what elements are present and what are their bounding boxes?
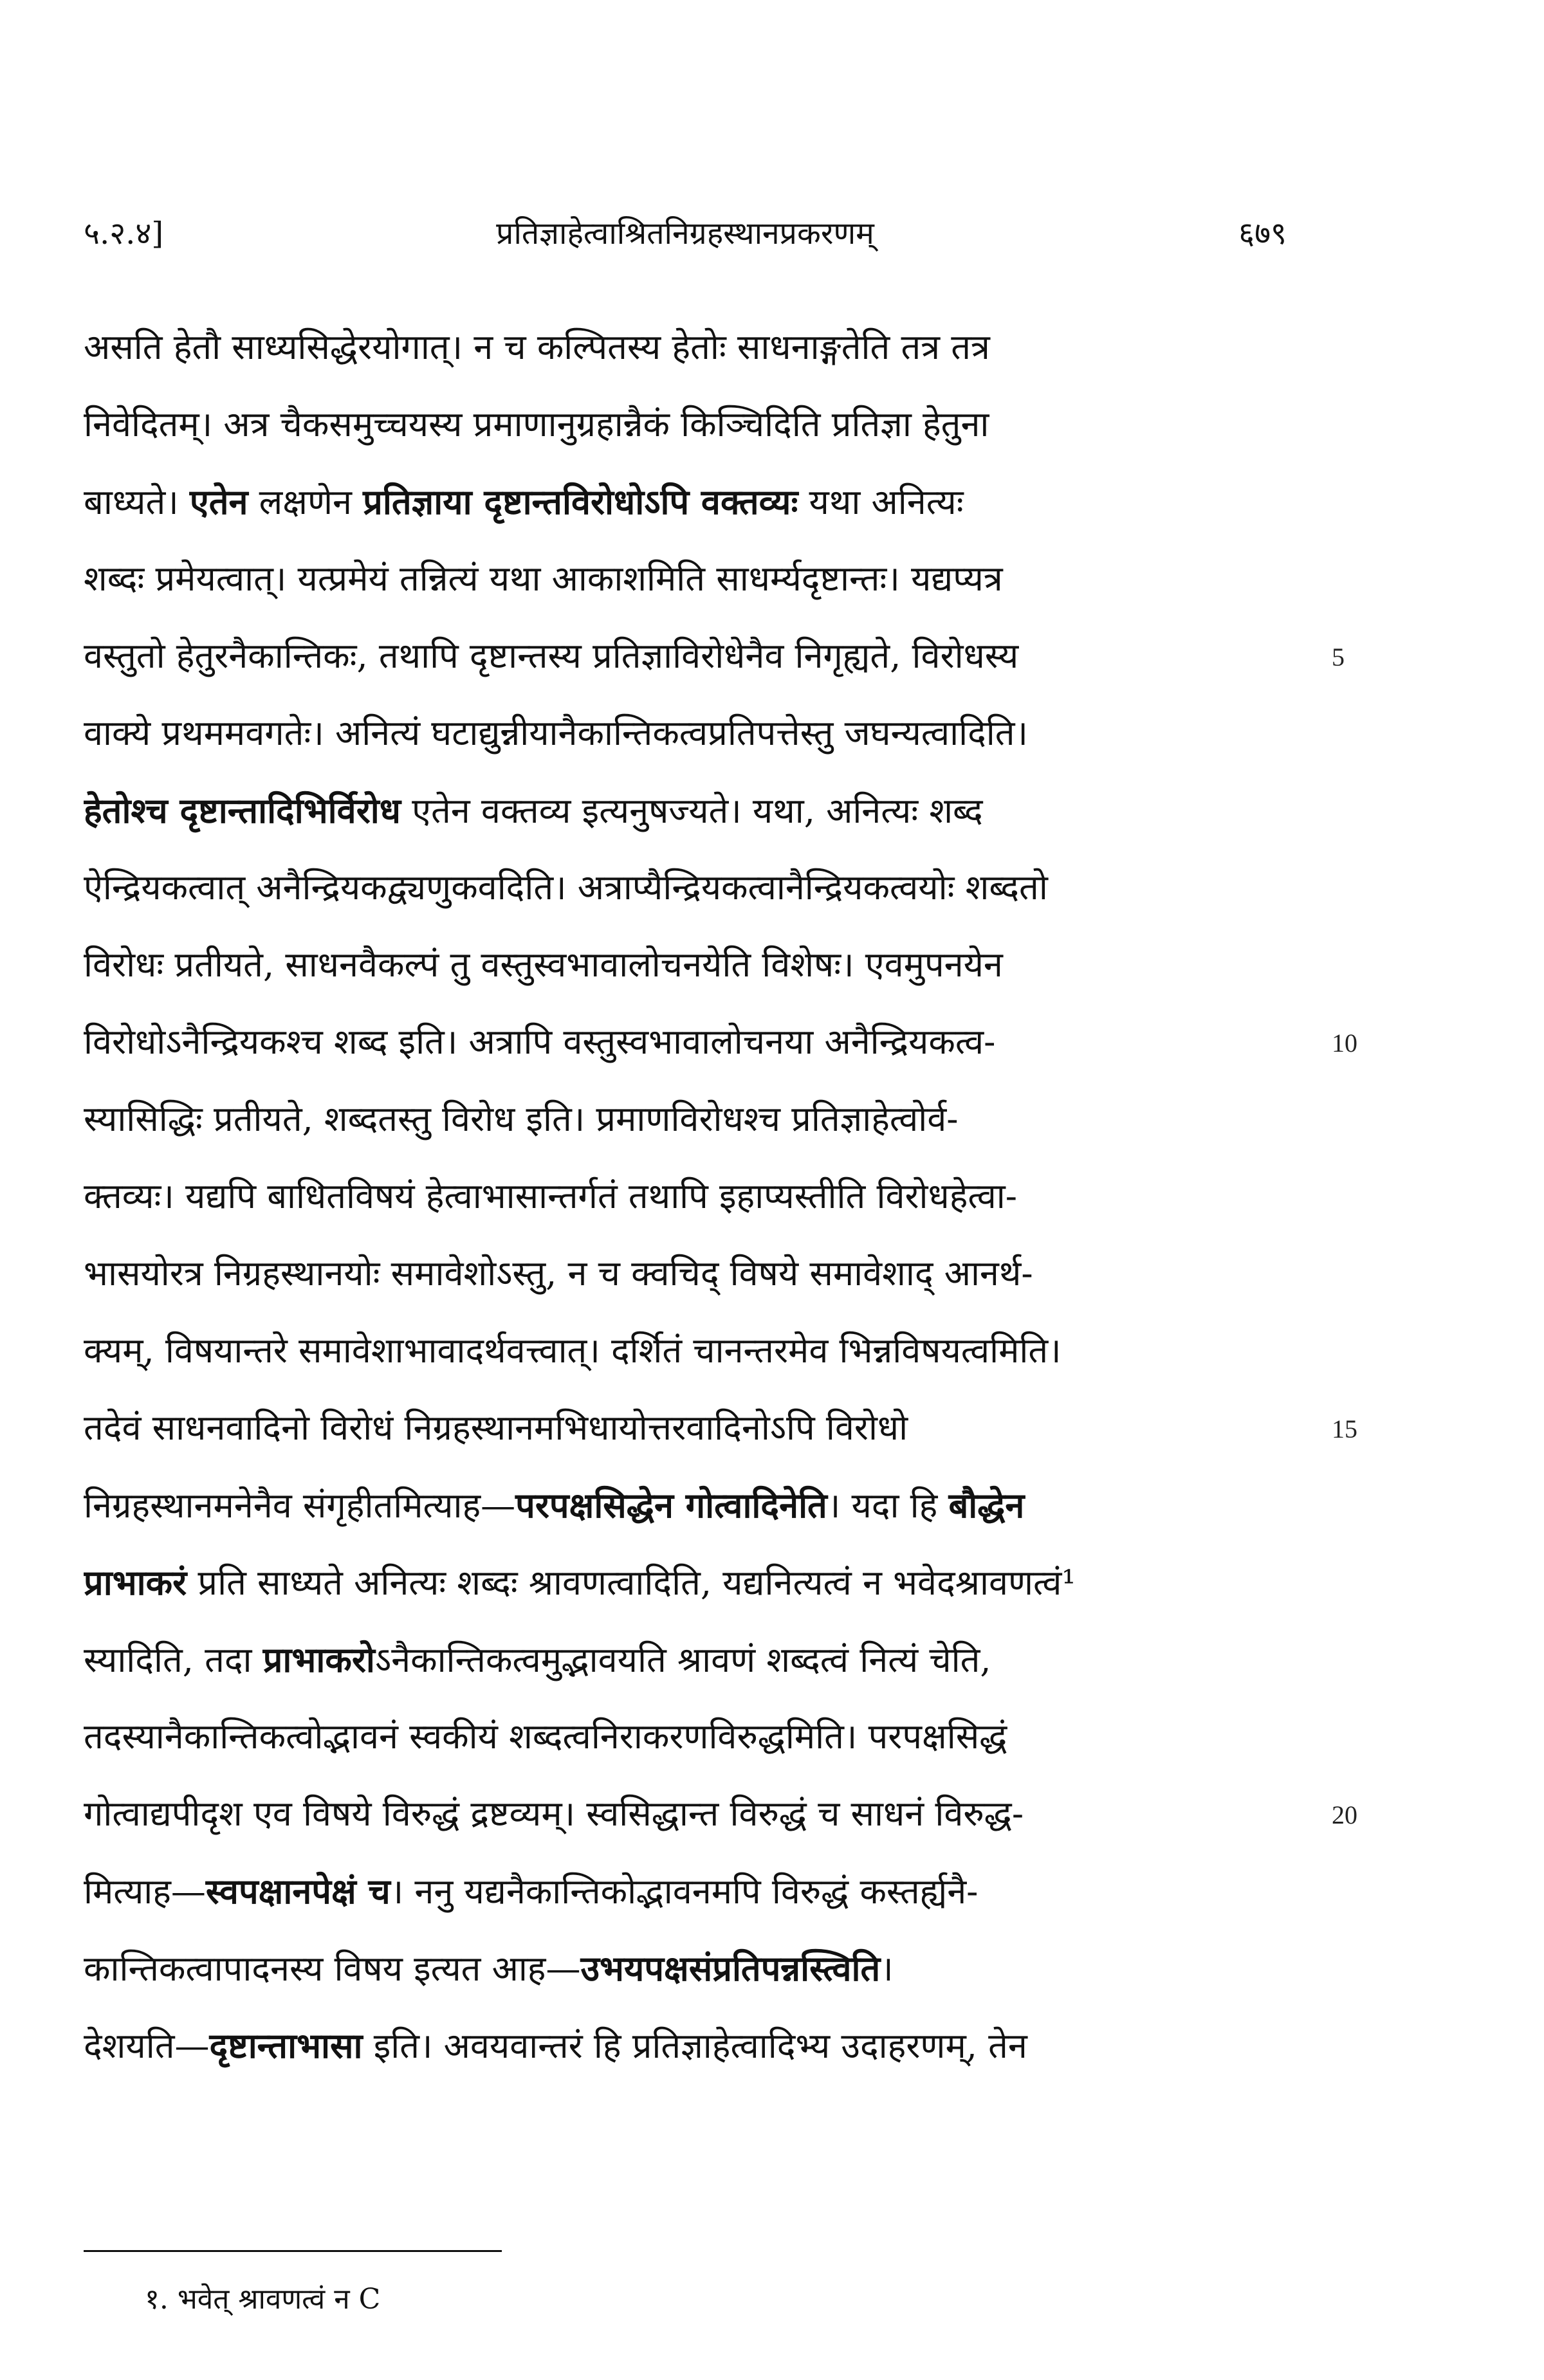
text-segment: देशयति— <box>84 2026 210 2066</box>
text-segment: इति। अवयवान्तरं हि प्रतिज्ञाहेत्वादिभ्य उदाहरणम्, तेन <box>362 2026 1027 2066</box>
text-segment: ऽनैकान्तिकत्वमुद्भावयति श्रावणं शब्दत्वं नित्यं चेति, <box>374 1640 991 1680</box>
text-segment: विरोधोऽनैन्द्रियकश्च शब्द इति। अत्रापि वस्तुस्वभावालोचनया अनैन्द्रियकत्व- <box>84 1021 996 1062</box>
text-segment: विरोधः प्रतीयते, साधनवैकल्पं तु वस्तुस्वभावालोचनयेति विशेषः। एवमुपनयेन <box>84 944 1003 985</box>
text-line <box>84 1158 1287 1235</box>
text-segment: स्यासिद्धिः प्रतीयते, शब्दतस्तु विरोध इति। प्रमाणविरोधश्च प्रतिज्ञाहेत्वोर्व- <box>84 1099 959 1139</box>
footnote: १. भवेत् श्रावणत्वं न C <box>145 2283 381 2316</box>
text-segment: यथा अनित्यः <box>798 482 964 522</box>
text-line <box>84 463 1287 540</box>
text-segment: निग्रहस्थानमनेनैव संगृहीतमित्याह— <box>84 1485 516 1526</box>
text-segment: शब्दः प्रमेयत्वात्। यत्प्रमेयं तन्नित्यं यथा आकाशमिति साधर्म्यदृष्टान्तः। यद्यप्यत्र <box>84 558 1003 599</box>
text-segment: प्रति साध्यते अनित्यः शब्दः श्रावणत्वादिति, यद्यनित्यत्वं न भवेदश्रावणत्वं¹ <box>187 1562 1076 1603</box>
text-segment: । ननु यद्यनैकान्तिकोद्भावनमपि विरुद्धं कस्तर्ह्यनै- <box>390 1871 979 1912</box>
text-segment: स्यादिति, तदा <box>84 1640 263 1680</box>
text-line <box>84 1235 1287 1312</box>
bold-term: प्रतिज्ञाया दृष्टान्तविरोधोऽपि वक्तव्यः <box>363 481 798 522</box>
text-segment: तदस्यानैकान्तिकत्वोद्भावनं स्वकीयं शब्दत्वनिराकरणविरुद्धमिति। परपक्षसिद्धं <box>84 1716 1007 1757</box>
margin-line-number: 20 <box>1332 1800 1357 1829</box>
margin-line-number: 15 <box>1332 1414 1357 1443</box>
text-segment: । यदा हि <box>827 1485 949 1526</box>
text-segment: कान्तिकत्वापादनस्य विषय इत्यत आह— <box>84 1948 581 1989</box>
bold-term: उभयपक्षसंप्रतिपन्नस्त्विति <box>580 1948 881 1989</box>
bold-term: प्राभाकरो <box>262 1639 375 1680</box>
text-segment: वस्तुतो हेतुरनैकान्तिकः, तथापि दृष्टान्तस्य प्रतिज्ञाविरोधेनैव निगृह्यते, विरोधस्य <box>84 636 1019 676</box>
bold-term: स्वपक्षानपेक्षं च <box>205 1871 391 1912</box>
bold-term: परपक्षसिद्धेन गोत्वादिनेति <box>515 1485 827 1526</box>
text-line <box>84 695 1287 772</box>
text-segment: लक्षणेन <box>248 482 363 522</box>
text-segment: क्यम्, विषयान्तरे समावेशाभावादर्थवत्त्वात्। दर्शितं चानन्तरमेव भिन्नविषयत्वमिति। <box>84 1330 1062 1371</box>
text-line <box>84 309 1287 386</box>
text-segment: भासयोरत्र निग्रहस्थानयोः समावेशोऽस्तु, न च क्वचिद् विषये समावेशाद् आनर्थ- <box>84 1253 1033 1294</box>
text-line <box>84 1081 1287 1158</box>
bold-term: बौद्धेन <box>948 1485 1025 1526</box>
running-header <box>84 205 1287 262</box>
text-segment: गोत्वाद्यपीदृश एव विषये विरुद्धं द्रष्टव्यम्। स्वसिद्धान्त विरुद्धं च साधनं विरुद्ध- <box>84 1793 1024 1834</box>
text-line <box>84 926 1287 1003</box>
text-segment: मित्याह— <box>84 1871 206 1912</box>
text-line <box>84 386 1287 463</box>
page-number: ६७९ <box>1238 215 1287 252</box>
text-line <box>84 1621 1287 1698</box>
text-line <box>84 540 1287 618</box>
text-segment: असति हेतौ साध्यसिद्धेरयोगात्। न च कल्पितस्य हेतोः साधनाङ्गतेति तत्र तत्र <box>84 327 990 367</box>
text-segment: ऐन्द्रियकत्वात् अनैन्द्रियकद्व्यणुकवदिति। अत्राप्यैन्द्रियकत्वानैन्द्रियकत्वयोः शब्दतो <box>84 867 1048 908</box>
text-segment: वाक्ये प्रथममवगतेः। अनित्यं घटाद्युन्नीयानैकान्तिकत्वप्रतिपत्तेस्तु जघन्यत्वादिति। <box>84 713 1029 753</box>
bold-term: हेतोश्च दृष्टान्तादिभिर्विरोध <box>84 790 401 831</box>
text-line <box>84 772 1287 849</box>
text-segment: । <box>880 1948 894 1989</box>
text-line <box>84 1698 1287 1775</box>
text-segment: एतेन वक्तव्य इत्यनुषज्यते। यथा, अनित्यः शब्द <box>400 791 983 831</box>
text-segment: तदेवं साधनवादिनो विरोधं निग्रहस्थानमभिधायोत्तरवादिनोऽपि विरोधो <box>84 1407 908 1448</box>
text-line <box>84 1544 1287 1621</box>
text-line <box>84 1930 1287 2007</box>
text-line <box>84 2007 1287 2084</box>
text-line <box>84 1467 1287 1544</box>
text-segment: निवेदितम्। अत्र चैकसमुच्चयस्य प्रमाणानुग्रहान्नैकं किञ्चिदिति प्रतिज्ञा हेतुना <box>84 404 989 444</box>
text-line <box>84 1389 1287 1467</box>
main-text <box>84 309 1287 2084</box>
bold-term: प्राभाकरं <box>84 1562 187 1603</box>
text-segment: बाध्यते। <box>84 482 190 522</box>
margin-line-number: 10 <box>1332 1029 1357 1057</box>
footnote-rule <box>84 2250 502 2252</box>
chapter-title: प्रतिज्ञाहेत्वाश्रितनिग्रहस्थानप्रकरणम् <box>496 215 874 252</box>
bold-term: एतेन <box>189 481 248 522</box>
text-line <box>84 1775 1287 1853</box>
text-line <box>84 1853 1287 1930</box>
text-line <box>84 1312 1287 1389</box>
text-line <box>84 849 1287 926</box>
bold-term: दृष्टान्ताभासा <box>209 2025 363 2066</box>
section-number: ५.२.४] <box>84 215 164 252</box>
text-line <box>84 1003 1287 1081</box>
margin-line-number: 5 <box>1332 643 1345 672</box>
text-segment: क्तव्यः। यद्यपि बाधितविषयं हेत्वाभासान्तर्गतं तथापि इहाप्यस्तीति विरोधहेत्वा- <box>84 1176 1017 1216</box>
text-line <box>84 618 1287 695</box>
